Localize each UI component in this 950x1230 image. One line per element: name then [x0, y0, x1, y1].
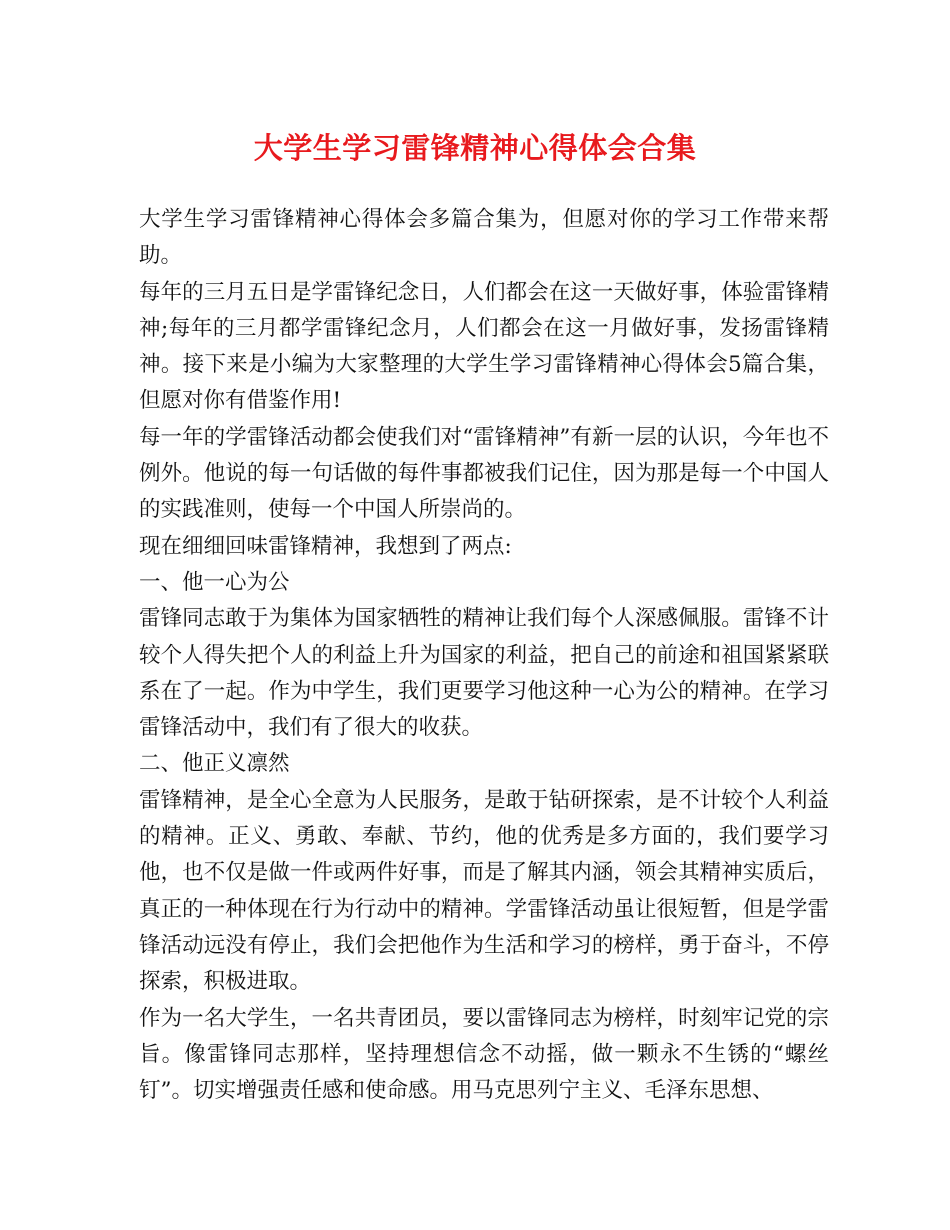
- paragraph-intro: 大学生学习雷锋精神心得体会多篇合集为，但愿对你的学习工作带来帮助。: [139, 207, 829, 269]
- document-title: 大学生学习雷锋精神心得体会合集: [253, 131, 697, 165]
- paragraph-point-two: 雷锋精神，是全心全意为人民服务，是敢于钻研探索，是不计较个人利益的精神。正义、勇敢、奉献、节约，他的优秀是多方面的，我们要学习他，也不仅是做一件或两件好事，而是了解其内涵，领会其精神实质后，真正的一种体现在行为行动中的精神。学雷锋活动虽让很短暂，但是学雷锋活动远没有停止，我们会把他作为生活和学习的榜样，勇于奋斗，不停探索，积极进取。: [139, 787, 829, 995]
- paragraph-understanding: 每一年的学雷锋活动都会使我们对“雷锋精神”有新一层的认识，今年也不例外。他说的每一句话做的每件事都被我们记住，因为那是每一个中国人的实践准则，使每一个中国人所崇尚的。: [139, 424, 829, 523]
- paragraph-point-one: 雷锋同志敢于为集体为国家牺牲的精神让我们每个人深感佩服。雷锋不计较个人得失把个人的利益上升为国家的利益，把自己的前途和祖国紧紧联系在了一起。作为中学生，我们更要学习他这种一心为公的精神。在学习雷锋活动中，我们有了很大的收获。: [139, 606, 829, 741]
- heading-point-one: 一、他一心为公: [139, 569, 290, 595]
- paragraph-background: 每年的三月五日是学雷锋纪念日，人们都会在这一天做好事，体验雷锋精神;每年的三月都学雷锋纪念月，人们都会在这一月做好事，发扬雷锋精神。接下来是小编为大家整理的大学生学习雷锋精神心得体会5篇合集，但愿对你有借鉴作用!: [139, 279, 829, 414]
- paragraph-two-points: 现在细细回味雷锋精神，我想到了两点:: [139, 533, 512, 559]
- document-body: [139, 202, 829, 1109]
- paragraph-student-role: 作为一名大学生，一名共青团员，要以雷锋同志为榜样，时刻牢记党的宗旨。像雷锋同志那样，坚持理想信念不动摇，做一颗永不生锈的“螺丝钉”。切实增强责任感和使命感。用马克思列宁主义、毛泽东思想、: [139, 1005, 829, 1104]
- heading-point-two: 二、他正义凛然: [139, 751, 290, 777]
